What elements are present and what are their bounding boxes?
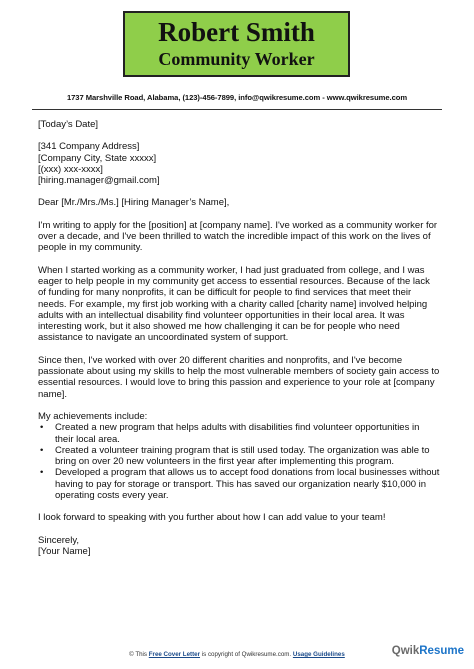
salutation: Dear [Mr./Mrs./Ms.] [Hiring Manager’s Name], <box>38 197 230 209</box>
bullet-icon: • <box>40 467 44 479</box>
letter-body <box>38 119 440 557</box>
header-name-box <box>123 11 350 77</box>
bullet-icon: • <box>40 422 44 434</box>
achievements-intro: My achievements include: <box>38 410 148 422</box>
list-item <box>38 422 440 445</box>
signature-name: [Your Name] <box>38 545 91 557</box>
hiring-manager-email: [hiring.manager@gmail.com] <box>38 175 160 187</box>
list-item <box>38 467 440 501</box>
achievement-text: Created a volunteer training program that is still used today. The organization was able to bring on over 20 new volunteers in the first year after implementing this program. <box>55 444 430 468</box>
closing-line: I look forward to speaking with you further about how I can add value to your team! <box>38 512 386 524</box>
logo-part-resume: Resume <box>419 645 464 657</box>
company-phone: [(xxx) xxx-xxxx] <box>38 163 103 175</box>
date-line: [Today’s Date] <box>38 119 99 130</box>
free-cover-letter-link[interactable]: Free Cover Letter <box>148 651 201 658</box>
bullet-icon: • <box>40 444 44 456</box>
achievements-list <box>38 422 440 501</box>
header-divider <box>32 109 442 110</box>
footer-prefix: © This <box>129 651 148 658</box>
achievement-text: Developed a program that allows us to accept food donations from local businesses without having to pay for storage or transport. This has saved our organization nearly $10,000 in operating costs every year. <box>55 467 440 502</box>
candidate-name: Robert Smith <box>158 17 315 47</box>
achievement-text: Created a new program that helps adults with disabilities find volunteer opportunities in their local area. <box>55 422 420 445</box>
list-item <box>38 445 440 468</box>
usage-guidelines-link[interactable]: Usage Guidelines <box>292 651 345 658</box>
paragraph-passion: Since then, I've worked with over 20 different charities and nonprofits, and I've become passionate about using my skills to help the most vulnerable members of society gain access to essential resources. I would love to bring this passion and experience to your role at [company name]. <box>38 354 440 400</box>
signoff: Sincerely, <box>38 534 80 546</box>
company-address: [341 Company Address] <box>38 141 140 153</box>
paragraph-experience: When I started working as a community worker, I had just graduated from college, and I was eager to help people in my community get access to essential resources. Because of the lack of funding for many nonprofits, it can be difficult for people to find services that meet their needs. For example, my first job working with a charity called [charity name] involved helping adults with an intellectual disability find volunteer opportunities in their local area. It was interesting work, but it also showed me how challenging it can be for people who need assistance to navigate an uncoordinated system of support. <box>38 264 430 344</box>
logo-part-qwik: Qwik <box>391 645 420 657</box>
paragraph-intro: I'm writing to apply for the [position] at [company name]. I've worked as a community worker for over a decade, and I've been thrilled to watch the incredible impact of this work on the lives of people in my community. <box>38 219 438 254</box>
footer-middle: is copyright of Qwikresume.com. <box>201 651 292 658</box>
company-city: [Company City, State xxxxx] <box>38 152 157 164</box>
job-title: Community Worker <box>158 49 315 69</box>
contact-line: 1737 Marshville Road, Alabama, (123)-456-7899, info@qwikresume.com - www.qwikresume.com <box>66 93 408 102</box>
qwikresume-logo <box>392 645 464 657</box>
